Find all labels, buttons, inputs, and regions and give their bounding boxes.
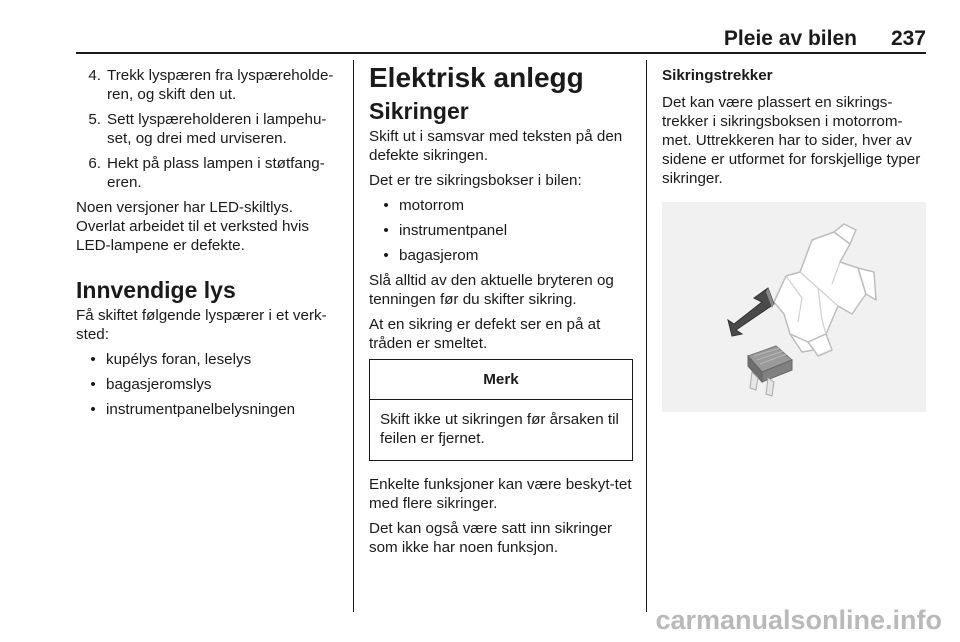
step-number: 5.	[88, 111, 101, 128]
section-title: Elektrisk anlegg	[369, 62, 584, 93]
fuse-boxes-intro: Det er tre sikringsbokser i bilen:	[369, 172, 582, 189]
step-item	[76, 66, 344, 104]
fuse-box-list	[369, 196, 633, 265]
step-item	[76, 154, 344, 192]
fuse-puller-text: Det kan være plassert en sikrings-trekker i sikringsboksen i motorrom-met. Uttrekkeren har to sider, hver av sidene er utformet for forskjellige typer sikringer.	[662, 94, 921, 187]
step-number: 6.	[88, 155, 101, 172]
bullet-icon: •	[383, 247, 389, 264]
fuse-puller-drawing	[662, 202, 926, 412]
fuse-puller-illustration	[662, 202, 926, 412]
page-header-title: Pleie av bilen	[723, 27, 857, 50]
switch-off-text: Slå alltid av den aktuelle bryteren og tenningen før du skifter sikring.	[369, 272, 614, 308]
list-item: • bagasjeromslys	[76, 375, 344, 394]
protected-functions-text: Enkelte funksjoner kan være beskyt-tet med flere sikringer.	[369, 476, 632, 512]
step-text: Hekt på plass lampen i støtfang-eren.	[107, 155, 325, 191]
interior-lights-heading: Innvendige lys	[76, 277, 236, 303]
bullet-icon: •	[90, 351, 96, 368]
arrow-icon	[728, 288, 774, 336]
column-3	[662, 66, 928, 412]
step-number: 4.	[88, 67, 101, 84]
step-text: Sett lyspæreholderen i lampehu-set, og drei med urviseren.	[107, 111, 327, 147]
list-item: • kupélys foran, leselys	[76, 350, 344, 369]
list-item: • bagasjerom	[369, 246, 633, 265]
fuses-intro: Skift ut i samsvar med teksten på den defekte sikringen.	[369, 128, 623, 164]
note-box	[369, 359, 633, 461]
step-item	[76, 110, 344, 148]
step-text: Trekk lyspæren fra lyspæreholde-ren, og skift den ut.	[107, 67, 334, 103]
column-divider-left	[353, 60, 354, 612]
header-rule	[76, 52, 926, 54]
bullet-icon: •	[90, 376, 96, 393]
bullet-icon: •	[383, 222, 389, 239]
bullet-icon: •	[383, 197, 389, 214]
interior-intro: Få skiftet følgende lyspærer i et verk-sted:	[76, 307, 327, 343]
spare-fuses-text: Det kan også være satt inn sikringer som ikke har noen funksjon.	[369, 520, 613, 556]
note-title: Merk	[370, 360, 632, 400]
fuse-icon	[748, 346, 792, 396]
column-divider-right	[646, 60, 647, 612]
note-text: Skift ikke ut sikringen før årsaken til feilen er fjernet.	[380, 411, 619, 447]
led-note: Noen versjoner har LED-skiltlys. Overlat arbeidet til et verksted hvis LED-lampene er defekte.	[76, 199, 309, 254]
fuse-puller-heading: Sikringstrekker	[662, 67, 773, 84]
fuses-heading: Sikringer	[369, 98, 469, 124]
watermark: carmanualsonline.info	[655, 605, 942, 635]
bullet-icon: •	[90, 401, 96, 418]
defect-note: At en sikring er defekt ser en på at tråden er smeltet.	[369, 316, 601, 352]
interior-list	[76, 350, 344, 419]
list-item: • motorrom	[369, 196, 633, 215]
list-item: • instrumentpanel	[369, 221, 633, 240]
column-2	[369, 62, 633, 563]
list-item: • instrumentpanelbelysningen	[76, 400, 344, 419]
puller-body-shape	[774, 232, 866, 342]
page-number: 237	[890, 27, 926, 50]
column-1	[76, 66, 344, 425]
